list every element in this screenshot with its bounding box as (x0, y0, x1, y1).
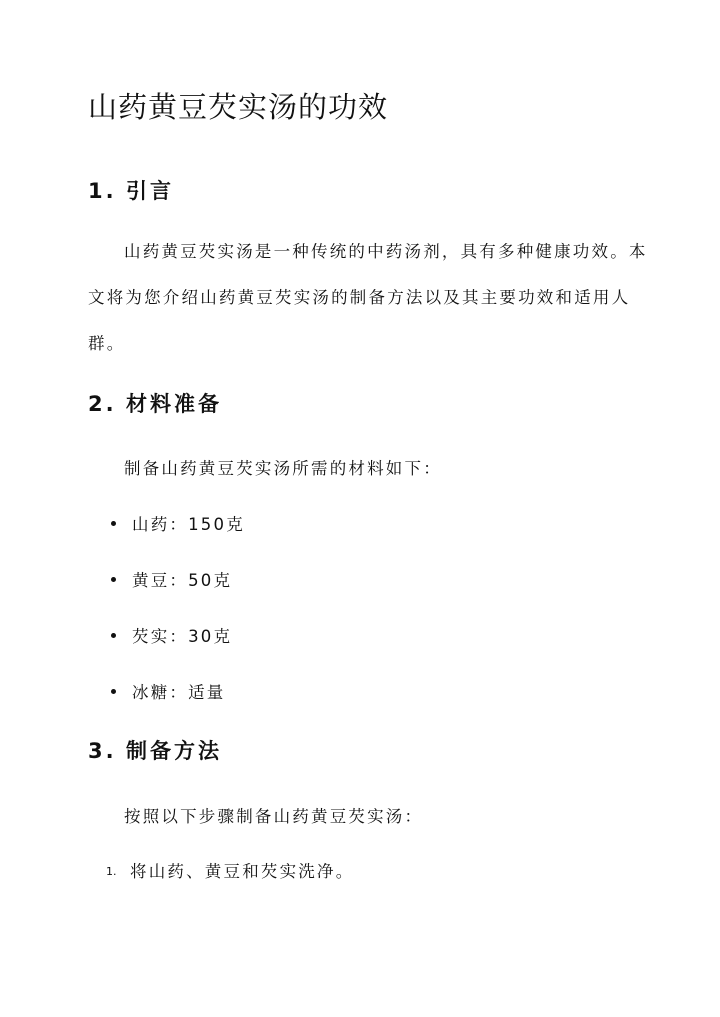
section-heading-intro (88, 175, 174, 205)
step-number: 1. (106, 865, 117, 878)
section-title: 制备方法 (126, 739, 222, 763)
section-heading-method (88, 735, 222, 765)
material-list-item (106, 678, 226, 704)
section-title: 引言 (126, 179, 174, 203)
material-text: 芡实：30克 (132, 627, 233, 646)
material-list-item (106, 622, 232, 648)
intro-paragraph: 山药黄豆芡实汤是一种传统的中药汤剂，具有多种健康功效。本文将为您介绍山药黄豆芡实汤的制备方法以及其主要功效和适用人群。 (88, 242, 648, 353)
material-list-item (106, 510, 245, 536)
material-list-item (106, 566, 232, 592)
method-intro-text: 按照以下步骤制备山药黄豆芡实汤： (124, 807, 424, 826)
bullet-icon (111, 577, 116, 582)
material-text: 冰糖：适量 (132, 683, 226, 702)
bullet-icon (111, 521, 116, 526)
materials-intro-text: 制备山药黄豆芡实汤所需的材料如下： (124, 459, 442, 478)
bullet-icon (111, 689, 116, 694)
method-step-item (106, 857, 354, 883)
section-heading-materials (88, 388, 222, 418)
section-number: 1. (88, 179, 117, 203)
document-title: 山药黄豆芡实汤的功效 (88, 90, 389, 124)
material-text: 山药：150克 (132, 515, 245, 534)
section-title: 材料准备 (126, 392, 222, 416)
section-number: 2. (88, 392, 117, 416)
step-text: 将山药、黄豆和芡实洗净。 (130, 862, 355, 881)
section-number: 3. (88, 739, 117, 763)
material-text: 黄豆：50克 (132, 571, 233, 590)
bullet-icon (111, 633, 116, 638)
